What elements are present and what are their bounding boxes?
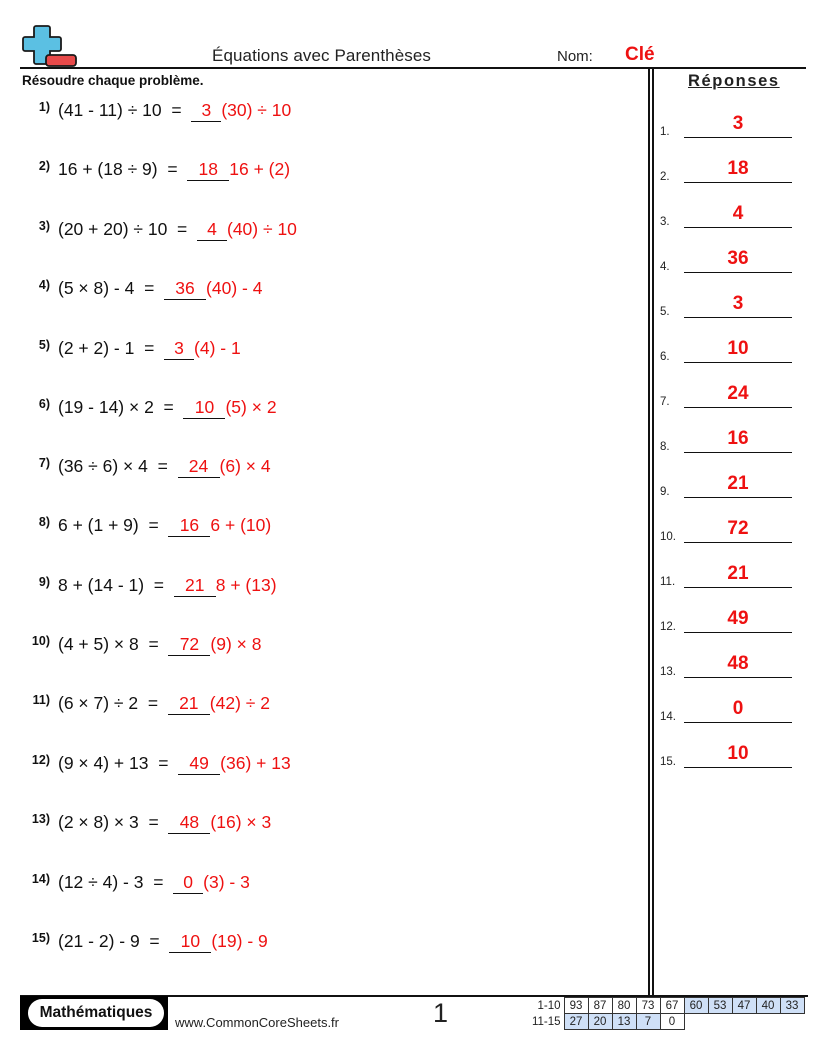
answer-line <box>684 542 792 544</box>
name-value: Clé <box>625 44 655 65</box>
score-row <box>526 1014 804 1030</box>
answer-line <box>684 632 792 634</box>
answer-line <box>684 137 792 139</box>
score-cell: 40 <box>756 998 780 1014</box>
problem-number: 8) <box>38 515 50 529</box>
answer-key-number: 9. <box>660 486 670 498</box>
problem-number: 7) <box>38 456 50 470</box>
answer-key-value[interactable]: 3 <box>732 293 744 314</box>
answer-key-row <box>660 560 792 590</box>
problem-row <box>22 931 632 961</box>
problem-number: 15) <box>31 931 50 945</box>
answer-key-value[interactable]: 10 <box>727 743 749 764</box>
problem-row <box>22 397 632 427</box>
answer-blank[interactable]: 21 <box>174 575 216 597</box>
score-cell: 47 <box>732 998 756 1014</box>
answer-key-value[interactable]: 24 <box>727 383 749 404</box>
answer-key-value[interactable]: 21 <box>727 563 749 584</box>
answer-key-value[interactable]: 16 <box>727 428 749 449</box>
score-row <box>526 998 804 1014</box>
answer-key-value[interactable]: 49 <box>727 608 749 629</box>
problem-expression <box>58 456 271 478</box>
problem-expression <box>58 159 290 181</box>
answer-blank[interactable]: 3 <box>191 100 221 122</box>
answer-blank[interactable]: 49 <box>178 753 220 775</box>
worked-step: (9) × 8 <box>210 634 262 654</box>
answer-blank[interactable]: 10 <box>169 931 211 953</box>
score-cell: 0 <box>660 1014 684 1030</box>
problem-number: 6) <box>38 397 50 411</box>
answer-blank[interactable]: 48 <box>168 812 210 834</box>
answer-key-number: 10. <box>660 531 676 543</box>
problem-number: 2) <box>38 159 50 173</box>
answer-key-number: 7. <box>660 396 670 408</box>
worked-step: (16) × 3 <box>210 812 272 832</box>
answer-blank[interactable]: 4 <box>197 219 227 241</box>
name-label: Nom: <box>557 48 593 65</box>
worked-step: (6) × 4 <box>219 456 271 476</box>
expression-text: (2 + 2) - 1 = <box>58 338 165 358</box>
answer-line <box>684 182 792 184</box>
answer-key-number: 2. <box>660 171 670 183</box>
problem-number: 4) <box>38 278 50 292</box>
answer-key-number: 8. <box>660 441 670 453</box>
problem-expression <box>58 397 277 419</box>
problem-row <box>22 219 632 249</box>
score-cell: 60 <box>684 998 708 1014</box>
answer-key-row <box>660 110 792 140</box>
problem-number: 1) <box>38 100 50 114</box>
score-table <box>526 997 805 1030</box>
problem-expression <box>58 515 271 537</box>
score-cell: 13 <box>612 1014 636 1030</box>
score-cell: 87 <box>588 998 612 1014</box>
answer-key-number: 15. <box>660 756 676 768</box>
worked-step: (5) × 2 <box>225 397 277 417</box>
answer-key-number: 11. <box>660 576 676 588</box>
score-cell: 20 <box>588 1014 612 1030</box>
score-cell: 27 <box>564 1014 588 1030</box>
answer-line <box>684 497 792 499</box>
score-cell: 80 <box>612 998 636 1014</box>
score-cell: 67 <box>660 998 684 1014</box>
problem-row <box>22 159 632 189</box>
problem-expression <box>58 278 262 300</box>
score-range-label: 11-15 <box>531 1015 561 1028</box>
answer-key-row <box>660 605 792 635</box>
expression-text: (21 - 2) - 9 = <box>58 931 170 951</box>
expression-text: (4 + 5) × 8 = <box>58 634 169 654</box>
answer-line <box>684 587 792 589</box>
expression-text: (5 × 8) - 4 = <box>58 278 165 298</box>
answer-key-row <box>660 650 792 680</box>
problem-number: 3) <box>38 219 50 233</box>
worked-step: (42) ÷ 2 <box>209 693 270 713</box>
column-divider <box>648 69 654 996</box>
worked-step: (30) ÷ 10 <box>221 100 292 120</box>
problem-expression <box>58 100 291 122</box>
score-range-label: 1-10 <box>537 999 561 1012</box>
expression-text: (9 × 4) + 13 = <box>58 753 179 773</box>
answer-key-row <box>660 290 792 320</box>
problem-number: 14) <box>31 872 50 886</box>
problem-expression <box>58 575 277 597</box>
answer-blank[interactable]: 18 <box>187 159 229 181</box>
answer-key-row <box>660 695 792 725</box>
answer-line <box>684 227 792 229</box>
answer-key-value[interactable]: 72 <box>727 518 749 539</box>
expression-text: (20 + 20) ÷ 10 = <box>58 219 197 239</box>
problem-number: 5) <box>38 338 50 352</box>
problem-number: 10) <box>31 634 50 648</box>
problem-row <box>22 278 632 308</box>
answer-key-value[interactable]: 18 <box>727 158 749 179</box>
problem-row <box>22 100 632 130</box>
worked-step: 6 + (10) <box>210 515 272 535</box>
problem-row <box>22 338 632 368</box>
worksheet-title: Équations avec Parenthèses <box>212 46 432 65</box>
answer-key-value[interactable]: 0 <box>732 698 744 719</box>
answer-key-value[interactable]: 36 <box>727 248 749 269</box>
answer-key-number: 12. <box>660 621 676 633</box>
problem-expression <box>58 872 250 894</box>
expression-text: (19 - 14) × 2 = <box>58 397 184 417</box>
answer-key-row <box>660 740 792 770</box>
expression-text: (41 - 11) ÷ 10 = <box>58 100 192 120</box>
answer-blank[interactable]: 72 <box>168 634 210 656</box>
answer-blank[interactable]: 3 <box>164 338 194 360</box>
answer-blank[interactable]: 36 <box>164 278 206 300</box>
answer-key-number: 6. <box>660 351 670 363</box>
score-cell: 33 <box>780 998 804 1014</box>
answer-blank[interactable]: 24 <box>178 456 220 478</box>
problem-row <box>22 872 632 902</box>
answer-blank[interactable]: 21 <box>168 693 210 715</box>
worked-step: 16 + (2) <box>229 159 291 179</box>
answer-key-number: 1. <box>660 126 670 138</box>
expression-text: (2 × 8) × 3 = <box>58 812 169 832</box>
expression-text: 16 + (18 ÷ 9) = <box>58 159 188 179</box>
answer-line <box>684 407 792 409</box>
header-rule <box>20 67 806 69</box>
answer-key-row <box>660 245 792 275</box>
expression-text: (12 ÷ 4) - 3 = <box>58 872 174 892</box>
expression-text: (6 × 7) ÷ 2 = <box>58 693 168 713</box>
answer-key-number: 13. <box>660 666 676 678</box>
answer-key-value[interactable]: 21 <box>727 473 749 494</box>
answer-key-number: 4. <box>660 261 670 273</box>
problem-expression <box>58 693 270 715</box>
instructions: Résoudre chaque problème. <box>22 73 204 88</box>
worked-step: 8 + (13) <box>215 575 277 595</box>
answer-line <box>684 452 792 454</box>
worked-step: (40) ÷ 10 <box>227 219 297 239</box>
footer-url[interactable]: www.CommonCoreSheets.fr <box>175 1015 339 1030</box>
problem-row <box>22 753 632 783</box>
answer-key-row <box>660 155 792 185</box>
expression-text: 6 + (1 + 9) = <box>58 515 169 535</box>
answer-key-row <box>660 515 792 545</box>
problem-row <box>22 515 632 545</box>
problem-expression <box>58 812 271 834</box>
answer-key-row <box>660 335 792 365</box>
answer-key-value[interactable]: 4 <box>732 203 744 224</box>
problem-expression <box>58 219 297 241</box>
answer-line <box>684 317 792 319</box>
answer-line <box>684 362 792 364</box>
footer-brand-badge: Mathématiques <box>28 999 164 1027</box>
problem-number: 13) <box>31 812 50 826</box>
answer-blank[interactable]: 0 <box>173 872 203 894</box>
plus-minus-logo-icon <box>22 24 80 68</box>
problem-expression <box>58 338 241 360</box>
problem-number: 12) <box>31 753 50 767</box>
answer-blank[interactable]: 10 <box>183 397 225 419</box>
answer-key-row <box>660 425 792 455</box>
answer-key-row <box>660 380 792 410</box>
score-cell: 53 <box>708 998 732 1014</box>
problem-expression <box>58 753 291 775</box>
expression-text: 8 + (14 - 1) = <box>58 575 174 595</box>
problem-expression <box>58 931 268 953</box>
problem-row <box>22 693 632 723</box>
worked-step: (40) - 4 <box>206 278 263 298</box>
answer-key-row <box>660 470 792 500</box>
answer-line <box>684 272 792 274</box>
answer-line <box>684 767 792 769</box>
answer-key-number: 14. <box>660 711 676 723</box>
answer-key-value[interactable]: 10 <box>727 338 749 359</box>
expression-text: (36 ÷ 6) × 4 = <box>58 456 178 476</box>
problem-expression <box>58 634 262 656</box>
score-cell: 7 <box>636 1014 660 1030</box>
answer-key-number: 5. <box>660 306 670 318</box>
answer-key-number: 3. <box>660 216 670 228</box>
answer-key-value[interactable]: 3 <box>732 113 744 134</box>
answer-line <box>684 722 792 724</box>
page-number: 1 <box>433 998 449 1028</box>
problem-row <box>22 634 632 664</box>
problem-row <box>22 456 632 486</box>
problem-number: 9) <box>38 575 50 589</box>
worked-step: (36) + 13 <box>220 753 291 773</box>
answer-blank[interactable]: 16 <box>168 515 210 537</box>
score-cell: 93 <box>564 998 588 1014</box>
worked-step: (3) - 3 <box>203 872 250 892</box>
problem-row <box>22 812 632 842</box>
answers-heading: Réponses <box>688 72 780 90</box>
worked-step: (4) - 1 <box>194 338 241 358</box>
answer-key-value[interactable]: 48 <box>727 653 749 674</box>
answer-line <box>684 677 792 679</box>
problem-number: 11) <box>32 693 50 707</box>
score-cell: 73 <box>636 998 660 1014</box>
worked-step: (19) - 9 <box>211 931 268 951</box>
problem-row <box>22 575 632 605</box>
answer-key-row <box>660 200 792 230</box>
